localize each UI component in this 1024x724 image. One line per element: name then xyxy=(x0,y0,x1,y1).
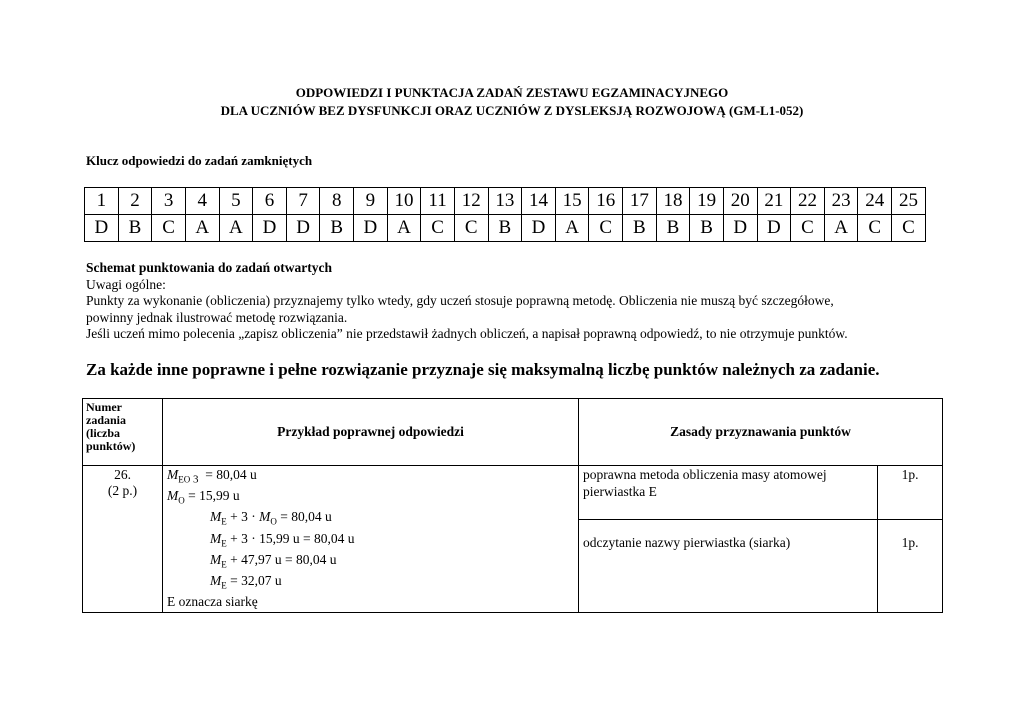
key-answer-cell: A xyxy=(185,215,219,242)
full-solution-note: Za każde inne poprawne i pełne rozwiązanie przyznaje się maksymalną liczbę punktów należnych za zadanie. xyxy=(86,360,880,379)
key-answer-cell: D xyxy=(723,215,757,242)
key-answer-cell: A xyxy=(219,215,253,242)
key-answer-cell: C xyxy=(892,215,926,242)
scoring-scheme xyxy=(86,260,942,343)
key-number-cell: 22 xyxy=(791,188,825,215)
key-answer-cell: A xyxy=(555,215,589,242)
key-answer-cell: D xyxy=(522,215,556,242)
key-answer-cell: B xyxy=(488,215,522,242)
key-number-cell: 19 xyxy=(690,188,724,215)
scoring-table xyxy=(82,398,943,613)
example-line-7: E oznacza siarkę xyxy=(167,594,258,610)
example-line-3: $M_E + 3 \cdot M_O = 80,04$ u xyxy=(210,509,332,528)
rule-1: poprawna metoda obliczenia masy atomowej pierwiastka E xyxy=(579,466,878,520)
key-number-cell: 16 xyxy=(589,188,623,215)
rule-1-points: 1p. xyxy=(878,466,943,520)
key-number-cell: 17 xyxy=(623,188,657,215)
key-number-cell: 11 xyxy=(421,188,455,215)
key-answer-cell: C xyxy=(421,215,455,242)
scheme-paragraph-1-line-1: Punkty za wykonanie (obliczenia) przyznajemy tylko wtedy, gdy uczeń stosuje poprawną metodę. Obliczenia nie muszą być szczegółowe, xyxy=(86,293,834,308)
key-number-cell: 18 xyxy=(656,188,690,215)
key-answer-cell: C xyxy=(454,215,488,242)
example-line-2: $M_O = 15,99$ u xyxy=(167,488,240,506)
key-number-cell: 15 xyxy=(555,188,589,215)
key-number-cell: 10 xyxy=(387,188,421,215)
key-answer-cell: D xyxy=(757,215,791,242)
key-answer-cell: C xyxy=(589,215,623,242)
key-number-cell: 1 xyxy=(85,188,119,215)
key-answer-cell: A xyxy=(387,215,421,242)
key-number-cell: 4 xyxy=(185,188,219,215)
key-number-cell: 25 xyxy=(892,188,926,215)
key-answer-cell: B xyxy=(118,215,152,242)
key-answer-cell: B xyxy=(656,215,690,242)
scheme-heading: Schemat punktowania do zadań otwartych xyxy=(86,260,333,275)
key-answer-cell: D xyxy=(354,215,388,242)
key-answer-cell: B xyxy=(320,215,354,242)
header-example: Przykład poprawnej odpowiedzi xyxy=(163,399,579,466)
key-number-cell: 13 xyxy=(488,188,522,215)
key-number-cell: 20 xyxy=(723,188,757,215)
key-number-cell: 12 xyxy=(454,188,488,215)
example-line-5: $M_E + 47,97$ u = 80,04 u xyxy=(210,551,337,570)
title-line-2: DLA UCZNIÓW BEZ DYSFUNKCJI ORAZ UCZNIÓW Z DYSLEKSJĄ ROZWOJOWĄ (GM-L1-052) xyxy=(220,103,804,118)
page-title xyxy=(0,84,1024,120)
header-task-number: Numer zadania (liczba punktów) xyxy=(83,399,163,466)
task-26-row-1 xyxy=(83,466,943,520)
key-number-cell: 23 xyxy=(824,188,858,215)
task-points: (2 p.) xyxy=(107,483,138,498)
example-line-6: $M_E = 32,07$ u xyxy=(210,572,282,591)
task-number: 26. xyxy=(114,467,131,482)
key-answer-cell: D xyxy=(286,215,320,242)
key-answer-cell: B xyxy=(623,215,657,242)
key-number-cell: 7 xyxy=(286,188,320,215)
key-answer-cell: C xyxy=(791,215,825,242)
key-number-cell: 21 xyxy=(757,188,791,215)
answer-key-numbers-row xyxy=(85,188,926,215)
key-number-cell: 14 xyxy=(522,188,556,215)
rule-2-points: 1p. xyxy=(878,519,943,612)
scoring-header-row xyxy=(83,399,943,466)
task-number-cell xyxy=(83,466,163,613)
example-line-4: $M_E + 3 \cdot 15,99$ u = 80,04 u xyxy=(210,530,355,549)
answer-key-answers-row xyxy=(85,215,926,242)
key-answer-cell: B xyxy=(690,215,724,242)
general-notes-label: Uwagi ogólne: xyxy=(86,276,166,292)
key-number-cell: 6 xyxy=(253,188,287,215)
key-number-cell: 8 xyxy=(320,188,354,215)
answer-key-table xyxy=(84,187,926,242)
key-number-cell: 2 xyxy=(118,188,152,215)
key-answer-cell: C xyxy=(152,215,186,242)
key-answer-cell: C xyxy=(858,215,892,242)
scheme-paragraph-2: Jeśli uczeń mimo polecenia „zapisz obliczenia” nie przedstawił żadnych obliczeń, a napisał poprawną odpowiedź, to nie otrzymuje punktów. xyxy=(86,326,848,341)
scheme-paragraph-1-line-2: powinny jednak ilustrować metodę rozwiązania. xyxy=(86,309,348,325)
title-line-1: ODPOWIEDZI I PUNKTACJA ZADAŃ ZESTAWU EGZAMINACYJNEGO xyxy=(295,85,729,100)
header-rules: Zasady przyznawania punktów xyxy=(579,399,943,466)
key-answer-cell: A xyxy=(824,215,858,242)
key-number-cell: 9 xyxy=(354,188,388,215)
example-answer xyxy=(163,466,579,613)
key-answer-cell: D xyxy=(253,215,287,242)
rule-2: odczytanie nazwy pierwiastka (siarka) xyxy=(579,519,878,612)
key-number-cell: 5 xyxy=(219,188,253,215)
key-number-cell: 3 xyxy=(152,188,186,215)
key-number-cell: 24 xyxy=(858,188,892,215)
key-answer-cell: D xyxy=(85,215,119,242)
example-line-1: $M_{EO}$ $_3$ = 80,04 u xyxy=(167,467,257,486)
answer-key-heading: Klucz odpowiedzi do zadań zamkniętych xyxy=(86,153,313,168)
